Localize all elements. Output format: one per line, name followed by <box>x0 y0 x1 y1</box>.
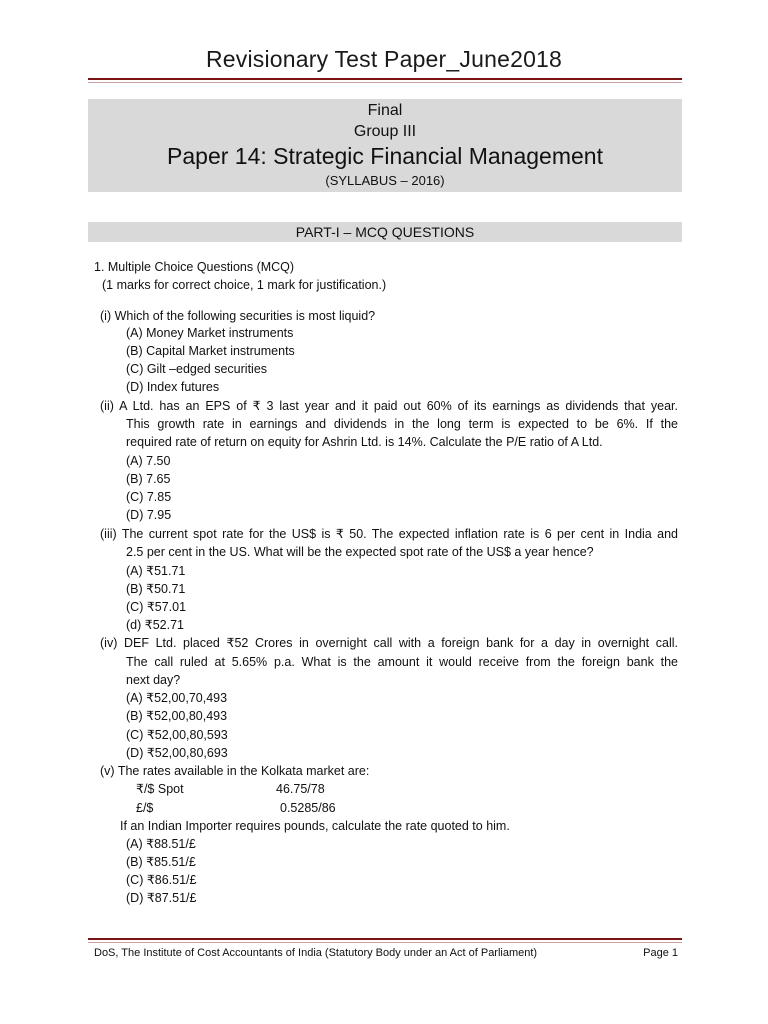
answer-option: (A) ₹52,00,70,493 <box>126 691 228 705</box>
question-stem: required rate of return on equity for Ashrin Ltd. is 14%. Calculate the P/E ratio of A Ltd. <box>126 435 603 449</box>
syllabus-label: (SYLLABUS – 2016) <box>325 173 445 188</box>
rate-label: ₹/$ Spot <box>136 782 184 796</box>
question-stem: next day? <box>126 673 181 687</box>
answer-option: (D) Index futures <box>126 380 220 394</box>
question-stem: (iii) The current spot rate for the US$ is ₹ 50. The expected inflation rate is 6 per cent in India and <box>100 527 678 541</box>
footer-rule-light <box>88 942 682 943</box>
exam-level: Final <box>367 102 403 119</box>
rate-value: 0.5285/86 <box>280 801 336 815</box>
question-stem: The call ruled at 5.65% p.a. What is the amount it would receive from the foreign bank the <box>126 655 678 669</box>
question-ask: If an Indian Importer requires pounds, calculate the rate quoted to him. <box>120 819 510 833</box>
question-stem: 2.5 per cent in the US. What will be the expected spot rate of the US$ a year hence? <box>126 545 594 559</box>
answer-option: (B) Capital Market instruments <box>126 344 295 358</box>
answer-option: (B) 7.65 <box>126 472 171 486</box>
question-stem: (ii) A Ltd. has an EPS of ₹ 3 last year and it paid out 60% of its earnings as dividends that year. <box>100 399 678 413</box>
question-stem: (i) Which of the following securities is most liquid? <box>100 309 376 323</box>
answer-option: (D) ₹52,00,80,693 <box>126 746 228 760</box>
answer-option: (A) Money Market instruments <box>126 326 294 340</box>
answer-option: (A) 7.50 <box>126 454 171 468</box>
rate-value: 46.75/78 <box>276 782 325 796</box>
page-number: Page 1 <box>643 947 678 959</box>
answer-option: (C) ₹86.51/£ <box>126 873 197 887</box>
part-heading: PART-I – MCQ QUESTIONS <box>88 222 682 242</box>
answer-option: (C) ₹52,00,80,593 <box>126 728 228 742</box>
question-stem: (v) The rates available in the Kolkata market are: <box>100 764 370 778</box>
title-block <box>88 99 682 192</box>
exam-group: Group III <box>353 123 417 140</box>
footer-rule-dark <box>88 938 682 940</box>
answer-option: (B) ₹52,00,80,493 <box>126 709 228 723</box>
intro-note: (1 marks for correct choice, 1 mark for justification.) <box>102 278 387 292</box>
document-title: Revisionary Test Paper_June2018 <box>205 46 563 72</box>
answer-option: (A) ₹88.51/£ <box>126 837 196 851</box>
header-rule-dark <box>88 78 682 80</box>
answer-option: (C) ₹57.01 <box>126 600 187 614</box>
header-rule-light <box>88 82 682 83</box>
rate-label: £/$ <box>136 801 154 815</box>
answer-option: (d) ₹52.71 <box>126 618 184 632</box>
answer-option: (C) 7.85 <box>126 490 172 504</box>
answer-option: (C) Gilt –edged securities <box>126 362 268 376</box>
footer-institute: DoS, The Institute of Cost Accountants of India (Statutory Body under an Act of Parliament) <box>94 947 538 959</box>
question-stem: (iv) DEF Ltd. placed ₹52 Crores in overnight call with a foreign bank for a day in overnight call. <box>100 636 678 650</box>
answer-option: (D) 7.95 <box>126 508 172 522</box>
question-stem: This growth rate in earnings and dividends in the long term is expected to be 6%. If the <box>126 417 678 431</box>
intro-line: 1. Multiple Choice Questions (MCQ) <box>94 260 295 274</box>
paper-title: Paper 14: Strategic Financial Management <box>167 143 603 169</box>
answer-option: (B) ₹85.51/£ <box>126 855 196 869</box>
answer-option: (A) ₹51.71 <box>126 564 186 578</box>
answer-option: (D) ₹87.51/£ <box>126 891 197 905</box>
answer-option: (B) ₹50.71 <box>126 582 186 596</box>
